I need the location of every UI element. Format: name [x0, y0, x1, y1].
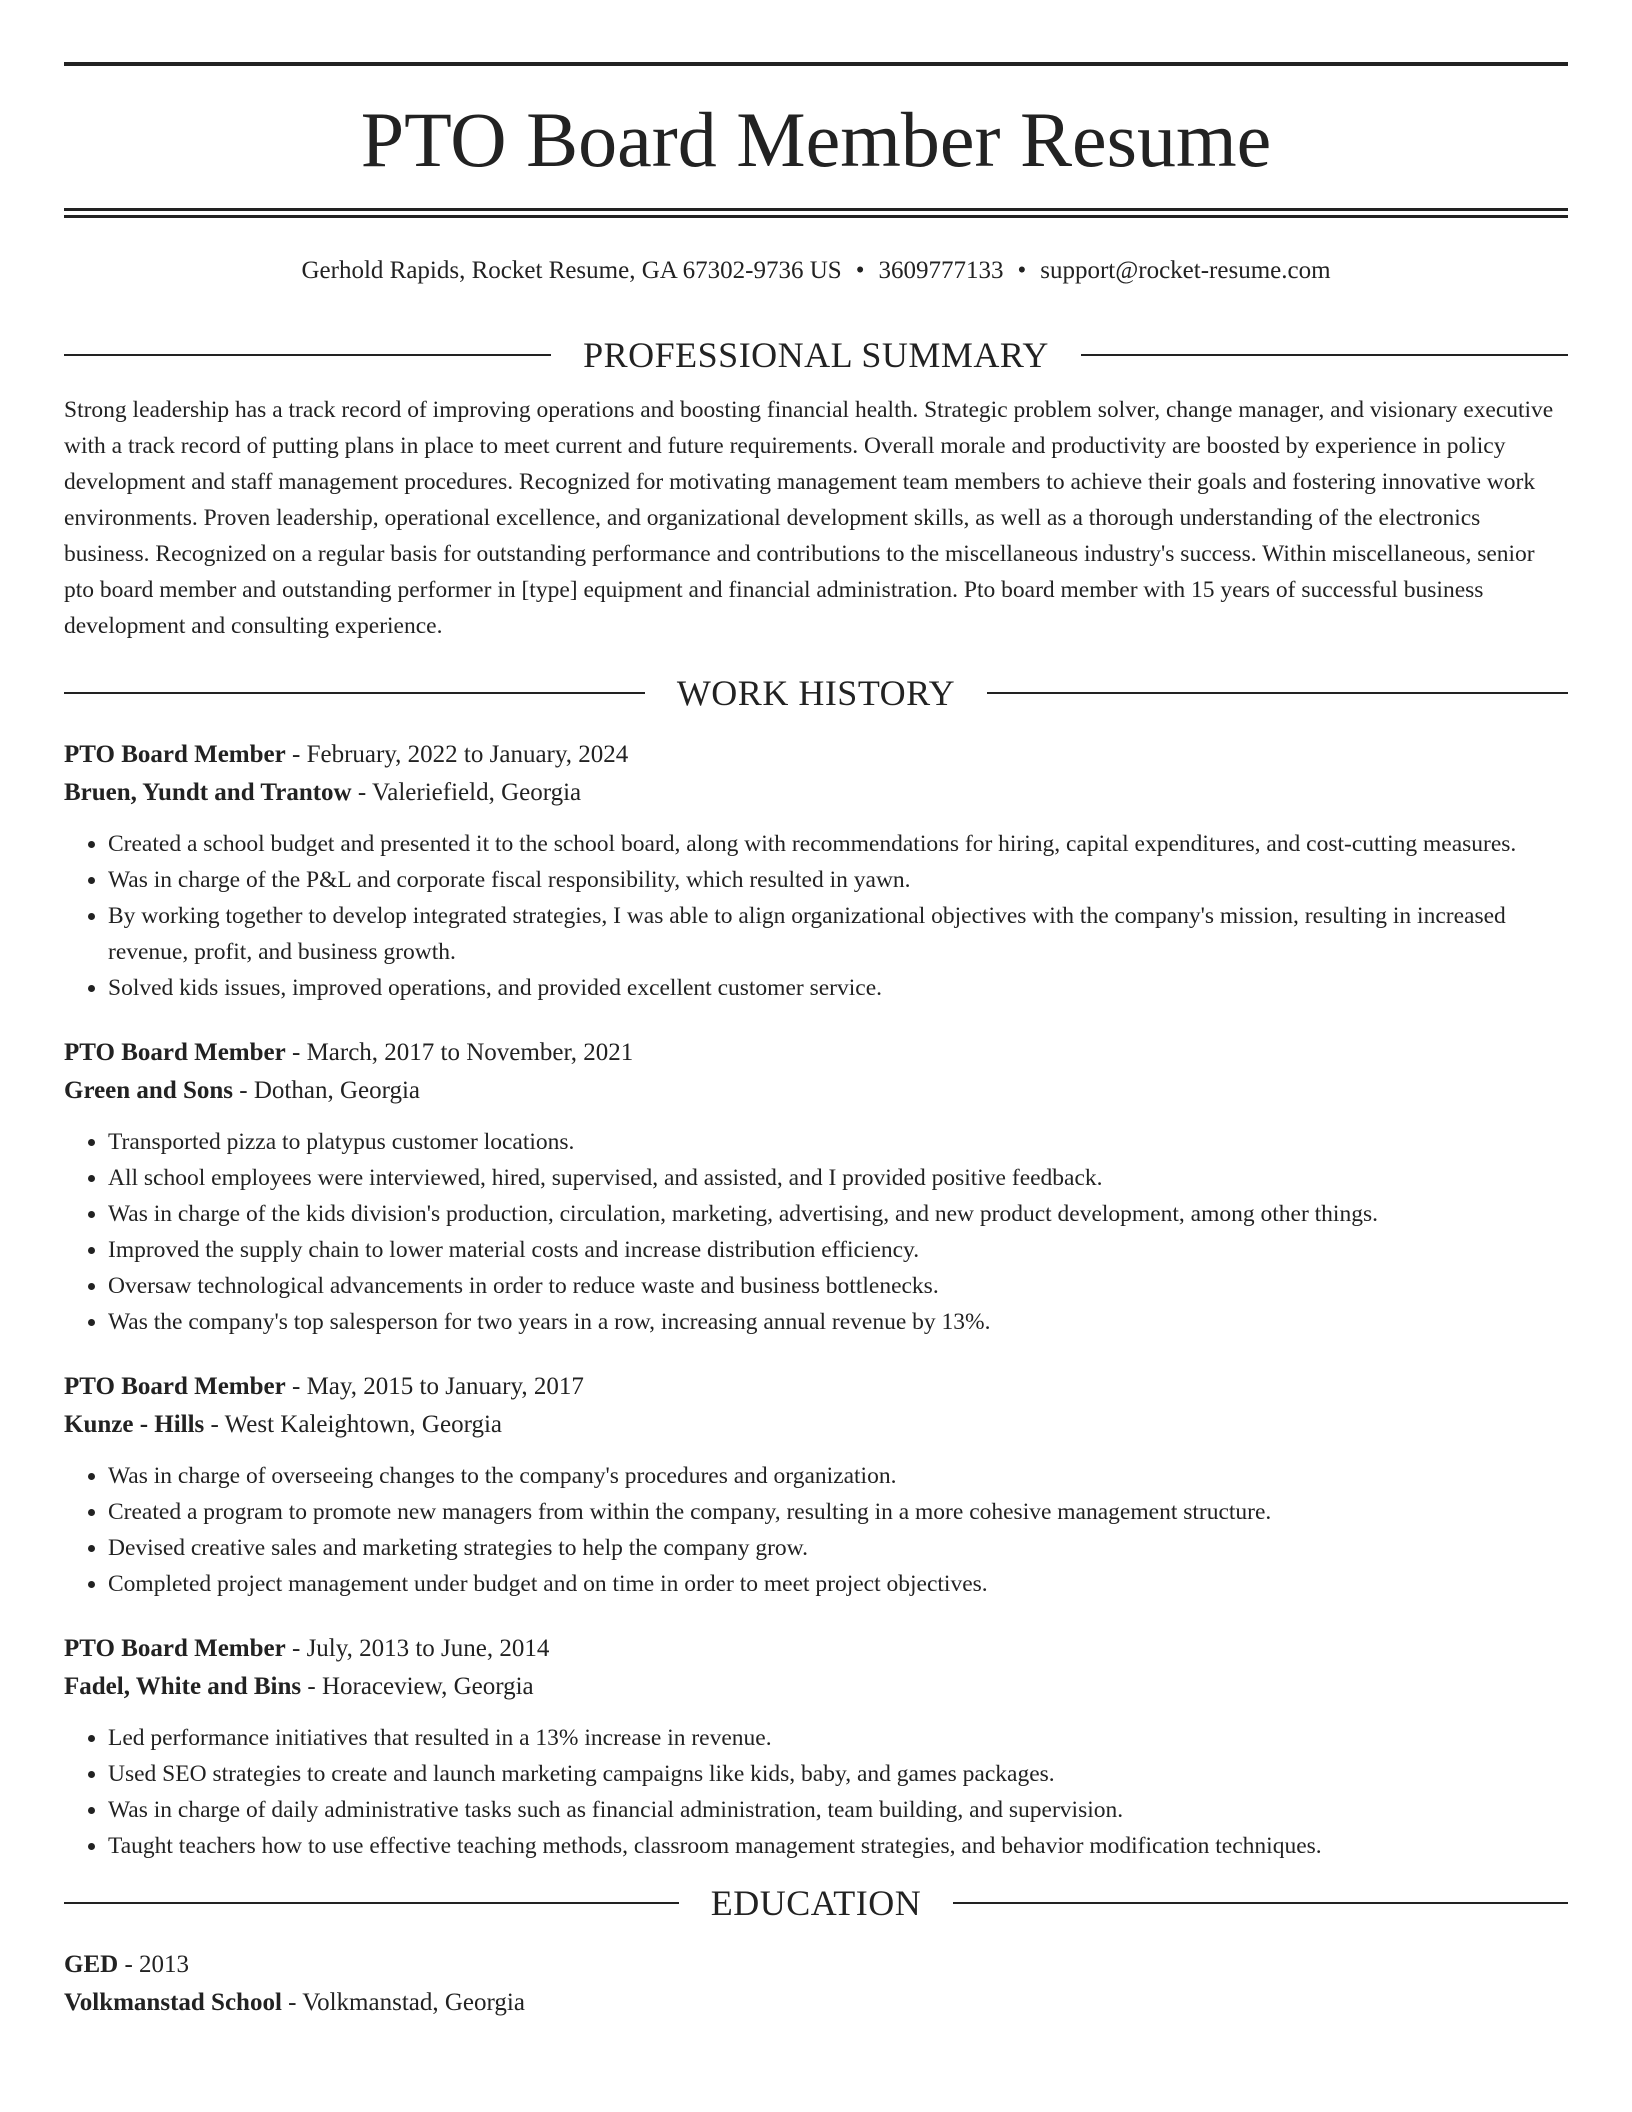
contact-separator: •	[855, 257, 865, 284]
job-location: West Kaleightown, Georgia	[224, 1411, 502, 1438]
section-label: WORK HISTORY	[676, 673, 956, 713]
job-location: Dothan, Georgia	[253, 1077, 421, 1104]
job-title: PTO Board Member	[64, 1039, 286, 1066]
job-company-line: Kunze - Hills - West Kaleightown, Georgia	[64, 1411, 502, 1438]
job-title-line: PTO Board Member - February, 2022 to January, 2024	[64, 741, 629, 768]
job-title-line: PTO Board Member - March, 2017 to November, 2021	[64, 1039, 634, 1066]
heading-rule-left	[64, 354, 551, 356]
top-rule	[64, 62, 1568, 66]
heading-rule-right	[1081, 354, 1568, 356]
job-dates: February, 2022 to January, 2024	[306, 741, 629, 768]
resume-content	[64, 330, 1568, 2022]
job-bullets	[64, 1458, 1568, 1602]
contact-separator: •	[1017, 257, 1027, 284]
list-item: • Completed project management under budget and on time in order to meet project objectives.	[108, 1566, 1568, 1602]
list-item: • Created a program to promote new managers from within the company, resulting in a more cohesive management structure.	[108, 1494, 1568, 1530]
heading-rule-right	[953, 1902, 1568, 1904]
list-item: • Transported pizza to platypus customer locations.	[108, 1124, 1568, 1160]
list-item: • Created a school budget and presented it to the school board, along with recommendations for hiring, capital expenditures, and cost-cutting measures.	[108, 826, 1568, 862]
education-school-line: Volkmanstad School - Volkmanstad, Georgia	[64, 1989, 525, 2016]
job-company-line: Fadel, White and Bins - Horaceview, Georgia	[64, 1673, 534, 1700]
list-item: • Was in charge of overseeing changes to the company's procedures and organization.	[108, 1458, 1568, 1494]
summary-text: Strong leadership has a track record of improving operations and boosting financial health. Strategic problem solver, change manager, and visionary executive with a track record of putting plans in place to meet current and future requirements. Overall morale and productivity are boosted by experience in policy development and staff management procedures. Recognized for motivating management team members to achieve their goals and fostering innovative work environments. Proven leadership, operational excellence, and organizational development skills, as well as a thorough understanding of the electronics business. Recognized on a regular basis for outstanding performance and contributions to the miscellaneous industry's success. Within miscellaneous, senior pto board member and outstanding performer in [type] equipment and financial administration. Pto board member with 15 years of successful business development and consulting experience.	[64, 397, 1554, 639]
heading-rule-left	[64, 692, 645, 694]
job-company-line: Bruen, Yundt and Trantow - Valeriefield, Georgia	[64, 779, 582, 806]
job-company-line: Green and Sons - Dothan, Georgia	[64, 1077, 421, 1104]
section-heading-work	[64, 668, 1568, 718]
job-entry-1	[64, 736, 1568, 1006]
job-location: Horaceview, Georgia	[321, 1673, 534, 1700]
job-bullets	[64, 1124, 1568, 1340]
job-dates: May, 2015 to January, 2017	[306, 1373, 584, 1400]
job-company: Green and Sons	[64, 1077, 234, 1104]
job-location: Valeriefield, Georgia	[371, 779, 582, 806]
double-rule	[64, 208, 1568, 218]
list-item: • Used SEO strategies to create and launch marketing campaigns like kids, baby, and games packages.	[108, 1756, 1568, 1792]
job-entry-2	[64, 1034, 1568, 1340]
job-entry-4	[64, 1630, 1568, 1864]
section-heading-summary	[64, 330, 1568, 380]
section-label: EDUCATION	[710, 1883, 922, 1923]
list-item: • Led performance initiatives that resulted in a 13% increase in revenue.	[108, 1720, 1568, 1756]
job-title: PTO Board Member	[64, 1635, 286, 1662]
list-item: • By working together to develop integrated strategies, I was able to align organizational objectives with the company's mission, resulting in increased revenue, profit, and business growth.	[108, 898, 1568, 970]
page-title: PTO Board Member Resume	[360, 96, 1272, 183]
list-item: • Improved the supply chain to lower material costs and increase distribution efficiency.	[108, 1232, 1568, 1268]
list-item: • Taught teachers how to use effective teaching methods, classroom management strategies, and behavior modification techniques.	[108, 1828, 1568, 1864]
list-item: • Was in charge of daily administrative tasks such as financial administration, team building, and supervision.	[108, 1792, 1568, 1828]
education-entry	[64, 1946, 1568, 2022]
job-title-line: PTO Board Member - July, 2013 to June, 2014	[64, 1635, 550, 1662]
job-company: Bruen, Yundt and Trantow	[64, 779, 352, 806]
list-item: • All school employees were interviewed, hired, supervised, and assisted, and I provided positive feedback.	[108, 1160, 1568, 1196]
contact-address: Gerhold Rapids, Rocket Resume, GA 67302-9736 US	[301, 257, 842, 284]
job-dates: July, 2013 to June, 2014	[306, 1635, 550, 1662]
heading-rule-left	[64, 1902, 679, 1904]
contact-email: support@rocket-resume.com	[1040, 257, 1331, 284]
contact-line	[64, 256, 1568, 286]
job-bullets	[64, 826, 1568, 1006]
list-item: • Was in charge of the P&L and corporate fiscal responsibility, which resulted in yawn.	[108, 862, 1568, 898]
list-item: • Solved kids issues, improved operations, and provided excellent customer service.	[108, 970, 1568, 1006]
section-heading-education	[64, 1878, 1568, 1928]
education-school: Volkmanstad School	[64, 1989, 282, 2016]
job-company: Kunze - Hills	[64, 1411, 205, 1438]
list-item: • Oversaw technological advancements in order to reduce waste and business bottlenecks.	[108, 1268, 1568, 1304]
section-label: PROFESSIONAL SUMMARY	[583, 335, 1049, 375]
job-company: Fadel, White and Bins	[64, 1673, 302, 1700]
job-title: PTO Board Member	[64, 1373, 286, 1400]
education-degree-line: GED - 2013	[64, 1951, 190, 1978]
education-location: Volkmanstad, Georgia	[302, 1989, 525, 2016]
education-degree: GED	[64, 1951, 119, 1978]
heading-rule-right	[987, 692, 1568, 694]
education-year: 2013	[139, 1951, 190, 1978]
job-title: PTO Board Member	[64, 741, 286, 768]
contact-phone: 3609777133	[878, 257, 1004, 284]
job-title-line: PTO Board Member - May, 2015 to January, 2017	[64, 1373, 584, 1400]
job-entry-3	[64, 1368, 1568, 1602]
job-dates: March, 2017 to November, 2021	[306, 1039, 634, 1066]
list-item: • Devised creative sales and marketing strategies to help the company grow.	[108, 1530, 1568, 1566]
list-item: • Was in charge of the kids division's production, circulation, marketing, advertising, and new product development, among other things.	[108, 1196, 1568, 1232]
list-item: • Was the company's top salesperson for two years in a row, increasing annual revenue by 13%.	[108, 1304, 1568, 1340]
job-bullets	[64, 1720, 1568, 1864]
